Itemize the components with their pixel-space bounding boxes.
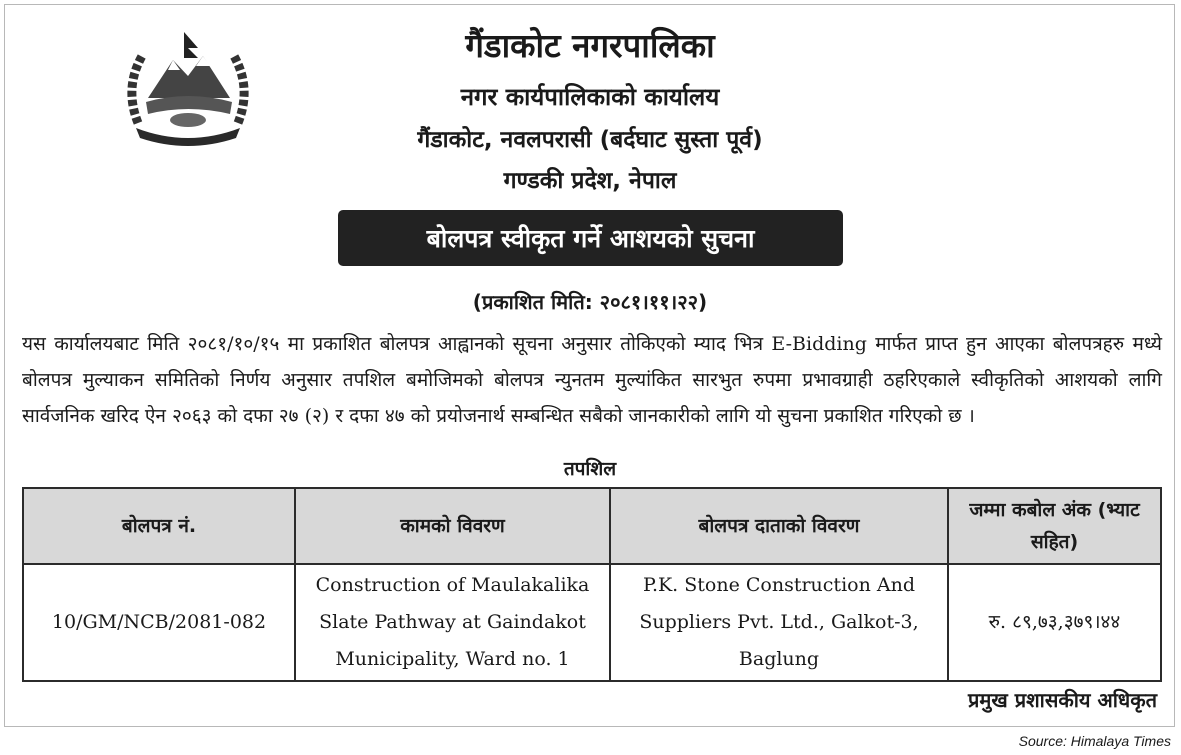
header-bidder-details: बोलपत्र दाताको विवरण (610, 488, 948, 564)
tender-table (22, 487, 1162, 682)
header-work-description: कामको विवरण (295, 488, 610, 564)
province-country: गण्डकी प्रदेश, नेपाल (503, 168, 677, 194)
table-caption: तपशिल (563, 458, 617, 480)
cell-bid-amount: रु. ८९,७३,३७९।४४ (948, 564, 1161, 681)
notice-title: बोलपत्र स्वीकृत गर्ने आशयको सुचना (426, 224, 755, 253)
office-address: गैंडाकोट, नवलपरासी (बर्दघाट सुस्ता पूर्व) (417, 127, 763, 153)
table-header-row (23, 488, 1161, 564)
header-total-bid-amount: जम्मा कबोल अंक (भ्याट सहित) (948, 488, 1161, 564)
published-date: (प्रकाशित मिति: २०८१।११।२२) (472, 290, 708, 314)
cell-bid-number: 10/GM/NCB/2081-082 (23, 564, 295, 681)
nepal-emblem-icon (118, 28, 258, 146)
source-credit: Source: Himalaya Times (1018, 733, 1171, 749)
signatory-title: प्रमुख प्रशासकीय अधिकृत (968, 688, 1157, 712)
cell-work-description: Construction of Maulakalika Slate Pathway at Gaindakot Municipality, Ward no. 1 (295, 564, 610, 681)
table-row (23, 564, 1161, 681)
municipality-name: गैंडाकोट नगरपालिका (465, 26, 715, 65)
cell-bidder-details: P.K. Stone Construction And Suppliers Pvt. Ltd., Galkot-3, Baglung (610, 564, 948, 681)
notice-body: यस कार्यालयबाट मिति २०८१/१०/१५ मा प्रकाशित बोलपत्र आह्वानको सूचना अनुसार तोकिएको म्याद भित्र E-Bidding मार्फत प्राप्त हुन आएका बोलपत्रहरु मध्ये बोलपत्र मुल्याकन समितिको निर्णय अनुसार तपशिल बमोजिमको बोलपत्र न्युनतम मुल्यांकित सारभुत रुपमा प्रभावग्राही ठहरिएकाले स्वीकृतिको आशयको लागि सार्वजनिक खरिद ऐन २०६३ को दफा २७ (२) र दफा ४७ को प्रयोजनार्थ सम्बन्धित सबैको जानकारीको लागि यो सुचना प्रकाशित गरिएको छ । (22, 333, 1162, 427)
notice-title-banner (338, 210, 843, 266)
header-bid-number: बोलपत्र नं. (23, 488, 295, 564)
office-name: नगर कार्यपालिकाको कार्यालय (460, 83, 720, 111)
